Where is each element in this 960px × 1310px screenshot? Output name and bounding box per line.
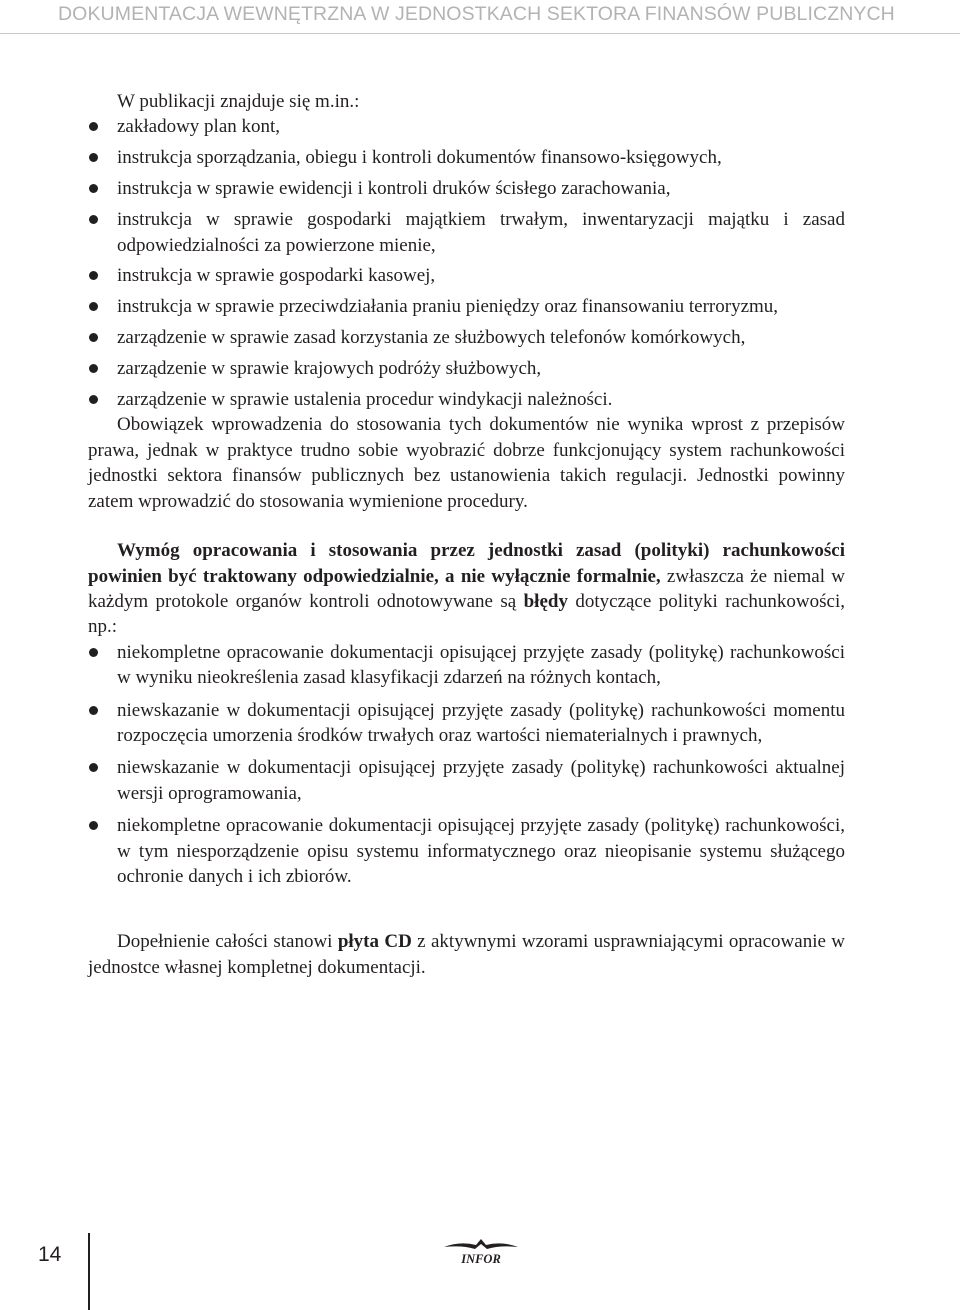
cd-bold: płyta CD	[337, 931, 412, 953]
publication-contents-list	[88, 114, 845, 412]
requirement-bold-lead: Wymóg opracowania i stosowania przez jednostki zasad (polityki) rachunkowości powinien być traktowany odpowiedzialnie, a nie wyłącznie formalnie,	[88, 540, 845, 587]
logo-lettering: INFOR	[461, 1252, 501, 1266]
page-content	[88, 89, 845, 980]
paragraph-obligation: Obowiązek wprowadzenia do stosowania tych dokumentów nie wynika wprost z przepisów prawa, jednak w praktyce trudno sobie wyobrazić dobrze funkcjonujący system rachunkowości jednostki sektora finansów publicznych bez ustanowienia takich regulacji. Jednostki powinny zatem wprowadzić do stosowania wymienione procedury.	[88, 414, 845, 512]
running-header: DOKUMENTACJA WEWNĘTRZNA W JEDNOSTKACH SEKTORA FINANSÓW PUBLICZNYCH	[58, 3, 895, 25]
list-item: zarządzenie w sprawie zasad korzystania ze służbowych telefonów komórkowych,	[88, 325, 845, 350]
list-item: instrukcja w sprawie ewidencji i kontroli druków ścisłego zarachowania,	[88, 176, 845, 201]
cd-text-end: z aktywnymi wzorami usprawniającymi opracowanie w jednostce własnej kompletnej dokumentacji.	[88, 931, 845, 978]
paragraph-requirement	[88, 538, 845, 640]
intro-text: W publikacji znajduje się m.in.:	[117, 91, 360, 112]
footer-rule	[88, 1233, 90, 1310]
errors-bold-word: błędy	[523, 590, 568, 612]
requirement-text: zwłaszcza że niemal w każdym protokole organów kontroli odnotowywane są	[88, 565, 846, 612]
cd-text: Dopełnienie całości stanowi	[117, 931, 338, 953]
page-number: 14	[38, 1243, 62, 1266]
list-item: niewskazanie w dokumentacji opisującej przyjęte zasady (politykę) rachunkowości momentu rozpoczęcia umorzenia środków trwałych oraz wartości niematerialnych i prawnych,	[88, 698, 845, 749]
list-item: instrukcja sporządzania, obiegu i kontroli dokumentów finansowo-księgowych,	[88, 145, 845, 170]
infor-logo	[440, 1238, 522, 1266]
list-item: zarządzenie w sprawie krajowych podróży służbowych,	[88, 356, 845, 381]
list-item: niewskazanie w dokumentacji opisującej przyjęte zasady (politykę) rachunkowości aktualnej wersji oprogramowania,	[88, 755, 845, 806]
list-item: instrukcja w sprawie gospodarki majątkiem trwałym, inwentaryzacji majątku i zasad odpowiedzialności za powierzone mienie,	[88, 207, 845, 258]
paragraph-cd	[88, 929, 845, 980]
list-item: instrukcja w sprawie gospodarki kasowej,	[88, 263, 845, 288]
list-item: niekompletne opracowanie dokumentacji opisującej przyjęte zasady (politykę) rachunkowości, w tym niesporządzenie opisu systemu informatycznego oraz nieopisanie systemu służącego ochronie danych i ich zbiorów.	[88, 813, 845, 889]
header-rule	[0, 33, 960, 34]
list-item: niekompletne opracowanie dokumentacji opisującej przyjęte zasady (politykę) rachunkowości w wyniku nieokreślenia zasad klasyfikacji zdarzeń na różnych kontach,	[88, 640, 845, 691]
list-item: zakładowy plan kont,	[88, 114, 845, 139]
requirement-text-end: dotyczące polityki rachunkowości, np.:	[88, 590, 845, 638]
list-item: zarządzenie w sprawie ustalenia procedur windykacji należności.	[88, 387, 845, 412]
errors-list	[88, 640, 845, 890]
list-item: instrukcja w sprawie przeciwdziałania praniu pieniędzy oraz finansowaniu terroryzmu,	[88, 294, 845, 319]
